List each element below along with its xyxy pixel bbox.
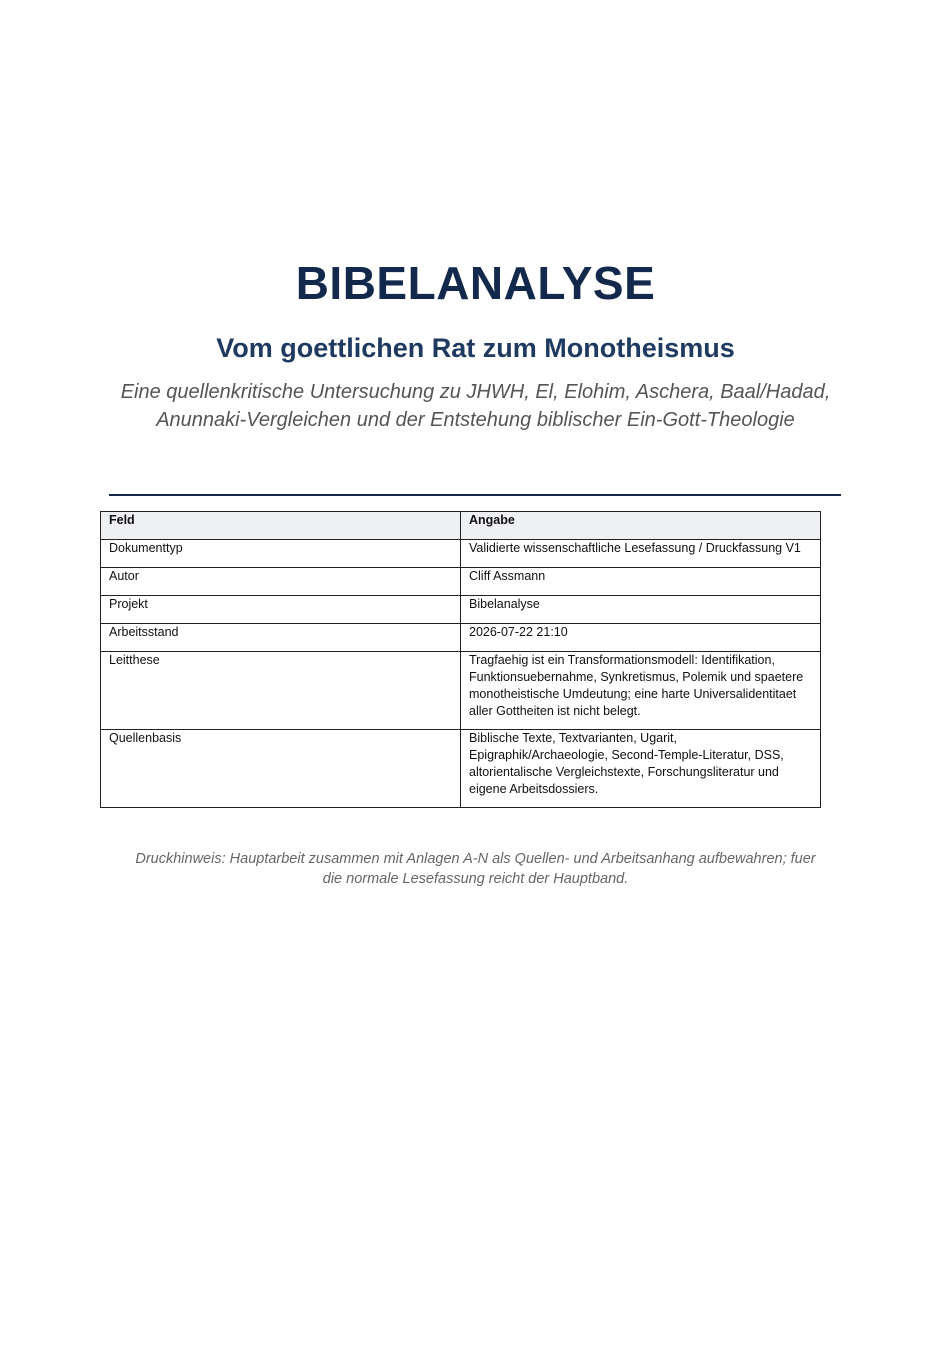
table-header-row: [101, 512, 821, 540]
column-header-angabe: Angabe: [461, 512, 821, 540]
value-cell: Biblische Texte, Textvarianten, Ugarit, Epigraphik/Archaeologie, Second-Temple-Literatur, DSS, altorientalische Vergleichstexte, Forschungsliteratur und eigene Arbeitsdossiers.: [461, 730, 821, 808]
table-row: [101, 540, 821, 568]
document-tagline: [105, 378, 846, 434]
table-row: [101, 568, 821, 596]
print-note: [110, 849, 841, 889]
value-cell: Tragfaehig ist ein Transformationsmodell: Identifikation, Funktionsuebernahme, Synkretismus, Polemik und spaetere monotheistische Umdeutung; eine harte Universalidentitaet aller Gottheiten ist nicht belegt.: [461, 652, 821, 730]
table-row: [101, 624, 821, 652]
title-divider: [109, 494, 841, 496]
document-subtitle: Vom goettlichen Rat zum Monotheismus: [216, 333, 735, 363]
field-cell: Autor: [101, 568, 461, 596]
field-cell: Quellenbasis: [101, 730, 461, 808]
table-row: [101, 652, 821, 730]
column-header-feld: Feld: [101, 512, 461, 540]
field-cell: Dokumenttyp: [101, 540, 461, 568]
value-cell: Validierte wissenschaftliche Lesefassung / Druckfassung V1: [461, 540, 821, 568]
table-row: [101, 596, 821, 624]
document-title: BIBELANALYSE: [295, 257, 656, 309]
value-cell: Cliff Assmann: [461, 568, 821, 596]
field-cell: Projekt: [101, 596, 461, 624]
tagline-line: Eine quellenkritische Untersuchung zu JHWH, El, Elohim, Aschera, Baal/Hadad,: [120, 381, 831, 403]
note-line: die normale Lesefassung reicht der Hauptband.: [322, 871, 629, 887]
tagline-line: Anunnaki-Vergleichen und der Entstehung biblischer Ein-Gott-Theologie: [156, 409, 795, 431]
note-line: Druckhinweis: Hauptarbeit zusammen mit Anlagen A-N als Quellen- und Arbeitsanhang aufbewahren; fuer: [135, 851, 816, 867]
field-cell: Leitthese: [101, 652, 461, 730]
table-row: [101, 730, 821, 808]
metadata-table: [100, 511, 821, 808]
value-cell: Bibelanalyse: [461, 596, 821, 624]
value-cell: 2026-07-22 21:10: [461, 624, 821, 652]
field-cell: Arbeitsstand: [101, 624, 461, 652]
